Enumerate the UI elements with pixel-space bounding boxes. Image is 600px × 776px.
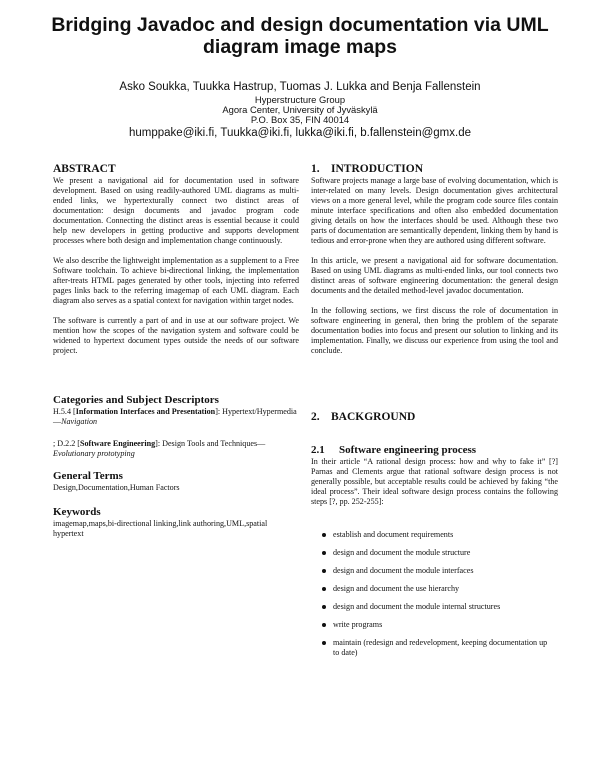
bullet-icon [322,623,326,627]
list-item [311,548,551,558]
title-line-1: Bridging Javadoc and design documentation via UML [51,14,549,36]
introduction-paragraph-1: Software projects manage a large base of evolving documentation, which is inter-related on many levels. Design documentation gives architectural views on a more general level, while the program code source files contain minute interface specifications and often also embedded documentation giving details on how the interfaces should be used. Although these two parts of documentation are semantically dependent, linking them by hand is tedious and error-prone when they are authored using different software. [311,176,558,245]
abstract-paragraph-1: We present a navigational aid for documentation used in software development. Based on using readily-authored UML diagrams as multi-ended links, we hypertexturally connect two distinct areas of documentation: design documents and javadoc program code documentation. Connecting the distinct areas is essential because it could help new developers in getting productive and supports development processes where both design and implementation change continuously. [53,176,299,245]
category-1-descriptor: Navigation [61,417,98,426]
bullet-icon [322,551,326,555]
abstract-paragraph-2: We also describe the lightweight implementation as a supplement to a Free Software toolchain. To achieve bi-directional linking, the implementation after-treats HTML pages generated by other tools, injecting into referred pages links back to the referring imagemap of each UML diagram. Each diagram also serves as a spatial context for navigation within target nodes. [53,256,299,305]
introduction-number: 1. [311,163,320,175]
general-terms-text: Design,Documentation,Human Factors [53,483,180,492]
bullet-icon [322,533,326,537]
categories-section [53,394,299,459]
abstract-paragraph-3: The software is currently a part of and in use at our software project. We mention how the scopes of the navigation system and software could be widened to hypertext document types outside the needs of our software project. [53,316,299,355]
affiliation-group: Hyperstructure Group [254,94,346,105]
title-line-2: diagram image maps [203,36,397,58]
step-text: establish and document requirements [333,530,454,539]
step-text: design and document the module interfaces [333,566,474,575]
category-entry-2 [53,439,299,459]
affiliation-address: P.O. Box 35, FIN 40014 [250,114,350,125]
category-2-name: Software Engineering [79,439,156,448]
list-item [311,638,551,658]
step-text: design and document the module internal structures [333,602,501,611]
step-text: design and document the use hierarchy [333,584,460,593]
bullet-icon [322,569,326,573]
background-number: 2. [311,411,320,423]
category-1-code: H.5.4 [ [53,407,76,416]
list-item [311,602,551,612]
category-2-subject: ]: Design Tools and Techniques— [155,439,266,448]
process-title: Software engineering process [339,444,477,456]
category-entry-1 [53,407,299,427]
category-1-name: Information Interfaces and Presentation [75,407,216,416]
general-terms-section [53,470,299,493]
list-item [311,530,551,540]
keywords-heading: Keywords [53,506,101,518]
category-2-descriptor: Evolutionary prototyping [53,449,135,458]
step-text: write programs [333,620,383,629]
step-text: maintain (redesign and redevelopment, keeping documentation up to date) [333,638,548,657]
introduction-paragraph-3: In the following sections, we first discuss the role of documentation in software engineering in general, then bring the problem of the separate documentation bodies into focus and present our solution to linking and its implementation. Finally, we discuss our experience from using the tool and conclude. [311,306,558,355]
bullet-icon [322,641,326,645]
introduction-paragraph-2: In this article, we present a navigational aid for software documentation. Based on using UML diagrams as multi-ended links, our tool connects two distinct areas of software engineering documentation: the general design documents and the detailed method-level javadoc documentation. [311,256,558,295]
bullet-icon [322,605,326,609]
list-item [311,584,551,594]
category-2-code: ; D.2.2 [ [53,439,80,448]
process-number: 2.1 [311,444,325,456]
abstract-heading: ABSTRACT [53,163,116,175]
process-paragraph: In their article “A rational design process: how and why to fake it” [?] Parnas and Clements argue that rational software design process is not generally possible, but acceptable results could be achieved by faking “the ideal process”. Their ideal software design process contains the following steps [?, pp. 252-255]: [311,457,558,506]
categories-heading: Categories and Subject Descriptors [53,394,219,406]
keywords-section [53,506,299,539]
abstract-section [53,163,299,356]
process-steps-list [311,0,558,776]
category-1-subject: ]: Hypertext/Hypermedia— [53,407,297,426]
list-item [311,566,551,576]
author-emails: humppake@iki.fi, Tuukka@iki.fi, lukka@iki.fi, b.fallenstein@gmx.de [129,127,471,139]
background-title: BACKGROUND [331,411,416,423]
authors: Asko Soukka, Tuukka Hastrup, Tuomas J. Lukka and Benja Fallenstein [119,81,481,93]
general-terms-heading: General Terms [53,470,123,482]
keywords-text: imagemap,maps,bi-directional linking,link authoring,UML,spatial hypertext [53,519,268,538]
introduction-title: INTRODUCTION [331,163,424,175]
step-text: design and document the module structure [333,548,471,557]
list-item [311,620,551,630]
bullet-icon [322,587,326,591]
affiliation-center: Agora Center, University of Jyväskylä [222,104,378,115]
